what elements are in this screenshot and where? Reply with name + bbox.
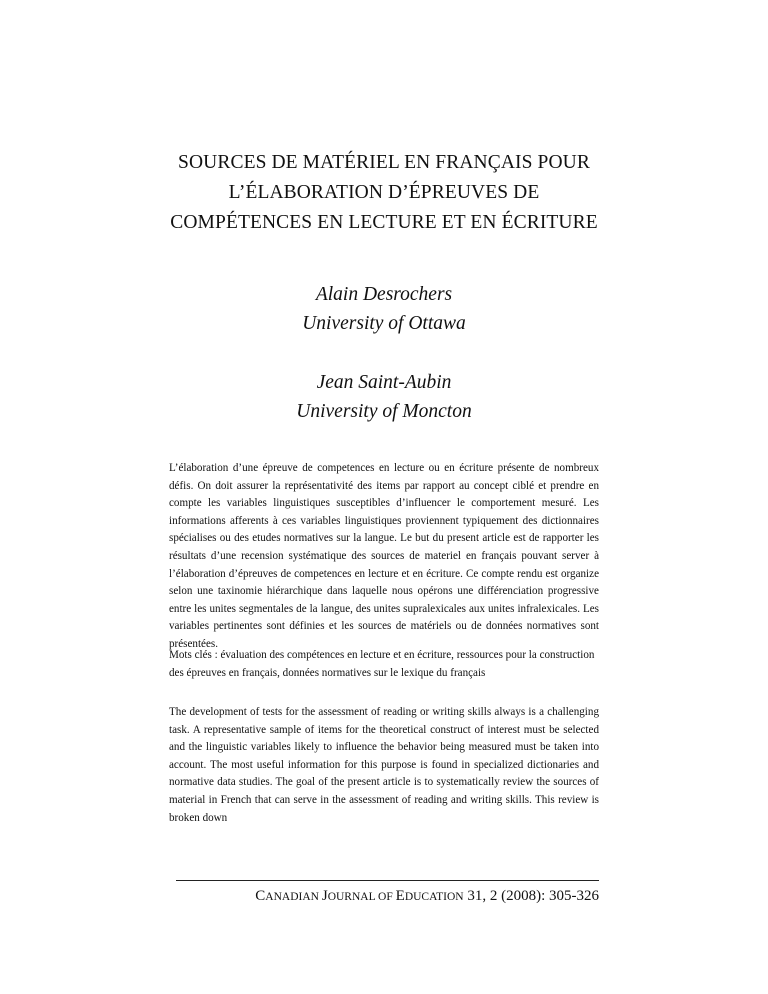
abstract-french: L’élaboration d’une épreuve de competences en lecture ou en écriture présente de nombreux défis. On doit assurer la représentativité des items par rapport au concept ciblé et prendre en compte les variables linguistiques susceptibles d’influencer le comportement mesuré. Les informations afferents à ces variables linguistiques proviennent typiquement des dictionnaires spécialises ou des etudes normatives sur la langue. Le but du present article est de rapporter les résultats d’une recension systématique des sources de materiel en français pouvant server à l’élaboration d’épreuves de competences en lecture et en écriture. Ce compte rendu est organize selon une taxinomie hiérarchique dans laquelle nous opérons une différenciation progressive entre les unites segmentales de la langue, des unites supralexicales aux unites infralexicales. Les variables pertinentes sont définies et les sources de matériels ou de données normatives sont présentées. [169,462,599,650]
volume-issue-pages: 31, 2 (2008): 305-326 [463,888,599,904]
journal-citation-footer [176,886,599,907]
author-affiliation: University of Ottawa [302,313,466,334]
keywords-french: Mots clés : évaluation des compétences en lecture et en écriture, ressources pour la construction des épreuves en français, données normatives sur le lexique du français [169,649,595,679]
author-name: Alain Desrochers [315,284,453,305]
article-title [120,148,648,238]
author-affiliation: University of Moncton [296,401,472,422]
author-block-1 [184,280,584,338]
author-block-2 [184,368,584,426]
title-line-1: SOURCES DE MATÉRIEL EN FRANÇAIS POUR [178,152,590,173]
title-line-3: COMPÉTENCES EN LECTURE ET EN ÉCRITURE [170,212,598,233]
journal-name: CANADIAN JOURNAL OF EDUCATION [255,888,464,904]
abstract-english: The development of tests for the assessment of reading or writing skills always is a challenging task. A representative sample of items for the theoretical construct of interest must be selected and the linguistic variables likely to influence the behavior being measured must be taken into account. The most useful information for this purpose is found in specialized dictionaries and normative data studies. The goal of the present article is to systematically review the sources of material in French that can serve in the assessment of reading and writing skills. This review is broken down [169,706,599,824]
author-name: Jean Saint-Aubin [316,372,452,393]
footer-rule [176,880,599,881]
title-line-2: L’ÉLABORATION D’ÉPREUVES DE [228,182,540,203]
